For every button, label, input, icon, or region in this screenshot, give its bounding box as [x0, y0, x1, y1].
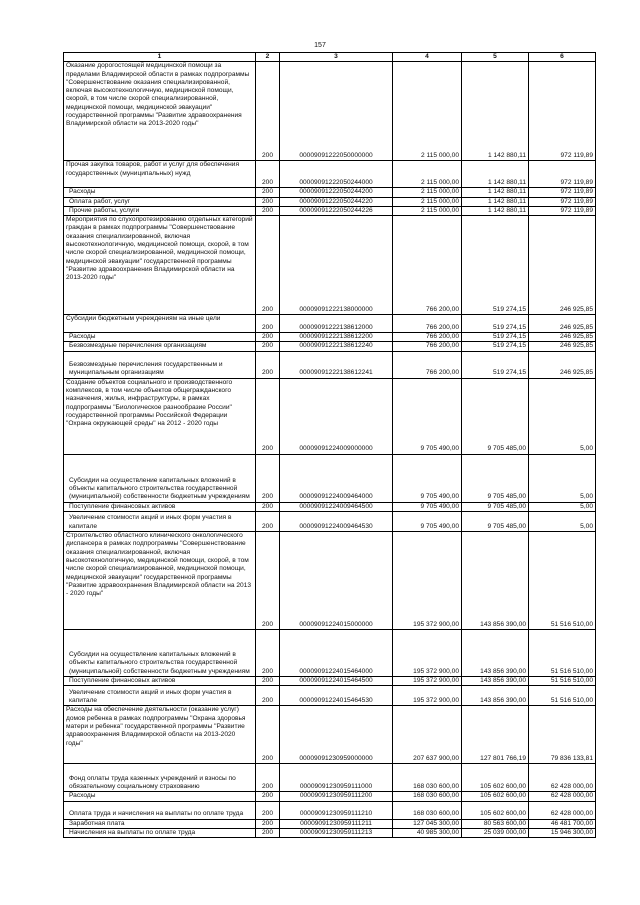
row-kbk: 00009091224015464000 [280, 630, 393, 677]
row-description: Расходы [64, 333, 256, 342]
row-kbk: 00009091222138000000 [280, 216, 393, 315]
row-description: Строительство областного клинического онкологического диспансера в рамках подпрограммы "Совершенствование оказания специализированной, включая высокотехнологичную, медицинской помощи, скорой, в том числе скорой специализированной, медицинской помощи, медицинской эвакуации" государственной программы "Развитие здравоохранения Владимирской области на 2013 - 2020 годы" [64, 532, 256, 630]
table-row [64, 828, 596, 837]
row-kbk: 00009091222050244226 [280, 206, 393, 215]
row-unexecuted: 972 119,89 [529, 161, 596, 188]
row-executed: 25 039 000,00 [462, 828, 529, 837]
row-code: 200 [256, 792, 280, 801]
row-executed: 9 705 485,00 [462, 378, 529, 454]
row-description: Поступление финансовых активов [64, 677, 256, 686]
table-row [64, 315, 596, 333]
row-code: 200 [256, 819, 280, 828]
row-description: Субсидии на осуществление капитальных вложений в объекты капитального строительства государственной (муниципальной) собственности бюджетным учреждениям [64, 454, 256, 502]
row-kbk: 00009091222050244200 [280, 188, 393, 197]
row-kbk: 00009091222050244220 [280, 197, 393, 206]
row-code: 200 [256, 378, 280, 454]
table-row [64, 351, 596, 378]
header-col-6: 6 [529, 53, 596, 62]
row-executed: 1 142 880,11 [462, 188, 529, 197]
row-description: Безвозмездные перечисления организациям [64, 342, 256, 351]
row-executed: 105 602 600,00 [462, 801, 529, 819]
row-code: 200 [256, 62, 280, 161]
row-description: Увеличение стоимости акций и иных форм участия в капитале [64, 686, 256, 706]
row-code: 200 [256, 630, 280, 677]
row-approved: 766 200,00 [393, 216, 462, 315]
row-description: Субсидии на осуществление капитальных вложений в объекты капитального строительства государственной (муниципальной) собственности бюджетным учреждениям [64, 630, 256, 677]
row-kbk: 00009091224015464530 [280, 686, 393, 706]
header-col-3: 3 [280, 53, 393, 62]
row-unexecuted: 79 836 133,81 [529, 706, 596, 764]
row-approved: 168 030 600,00 [393, 792, 462, 801]
table-row [64, 706, 596, 764]
row-kbk: 00009091224015000000 [280, 532, 393, 630]
row-description: Оплата труда и начисления на выплаты по оплате труда [64, 801, 256, 819]
row-executed: 1 142 880,11 [462, 206, 529, 215]
row-executed: 1 142 880,11 [462, 197, 529, 206]
table-row [64, 630, 596, 677]
row-description: Поступление финансовых активов [64, 502, 256, 511]
row-kbk: 00009091224015464500 [280, 677, 393, 686]
table-row [64, 333, 596, 342]
row-unexecuted: 62 428 000,00 [529, 764, 596, 792]
row-code: 200 [256, 454, 280, 502]
row-description: Безвозмездные перечисления государственным и муниципальным организациям [64, 351, 256, 378]
row-unexecuted: 972 119,89 [529, 188, 596, 197]
row-executed: 105 602 600,00 [462, 764, 529, 792]
row-unexecuted: 972 119,89 [529, 62, 596, 161]
row-executed: 143 856 390,00 [462, 686, 529, 706]
row-executed: 127 801 766,19 [462, 706, 529, 764]
row-approved: 168 030 600,00 [393, 801, 462, 819]
row-code: 200 [256, 216, 280, 315]
table-row [64, 216, 596, 315]
table-row [64, 206, 596, 215]
row-code: 200 [256, 351, 280, 378]
row-code: 200 [256, 342, 280, 351]
row-code: 200 [256, 512, 280, 532]
row-unexecuted: 51 516 510,00 [529, 532, 596, 630]
row-kbk: 00009091230959111213 [280, 828, 393, 837]
row-unexecuted: 5,00 [529, 502, 596, 511]
row-kbk: 00009091230959111000 [280, 764, 393, 792]
row-approved: 766 200,00 [393, 351, 462, 378]
row-description: Прочие работы, услуги [64, 206, 256, 215]
row-code: 200 [256, 315, 280, 333]
row-unexecuted: 46 481 700,00 [529, 819, 596, 828]
table-row [64, 378, 596, 454]
row-unexecuted: 62 428 000,00 [529, 801, 596, 819]
row-code: 200 [256, 706, 280, 764]
row-code: 200 [256, 686, 280, 706]
row-unexecuted: 62 428 000,00 [529, 792, 596, 801]
header-col-2: 2 [256, 53, 280, 62]
row-kbk: 00009091230959111211 [280, 819, 393, 828]
table-row [64, 677, 596, 686]
table-row [64, 342, 596, 351]
row-kbk: 00009091222050000000 [280, 62, 393, 161]
table-row [64, 454, 596, 502]
row-approved: 2 115 000,00 [393, 161, 462, 188]
row-executed: 105 602 600,00 [462, 792, 529, 801]
row-unexecuted: 51 516 510,00 [529, 686, 596, 706]
row-unexecuted: 5,00 [529, 454, 596, 502]
row-unexecuted: 51 516 510,00 [529, 630, 596, 677]
row-kbk: 00009091224009000000 [280, 378, 393, 454]
row-executed: 80 563 600,00 [462, 819, 529, 828]
row-kbk: 00009091222138612241 [280, 351, 393, 378]
table-row [64, 512, 596, 532]
table-row [64, 188, 596, 197]
row-code: 200 [256, 197, 280, 206]
row-approved: 766 200,00 [393, 342, 462, 351]
row-code: 200 [256, 502, 280, 511]
row-executed: 143 856 390,00 [462, 677, 529, 686]
header-col-5: 5 [462, 53, 529, 62]
row-kbk: 00009091222138612200 [280, 333, 393, 342]
row-approved: 168 030 600,00 [393, 764, 462, 792]
row-unexecuted: 246 925,85 [529, 351, 596, 378]
row-description: Начисления на выплаты по оплате труда [64, 828, 256, 837]
row-description: Фонд оплаты труда казенных учреждений и взносы по обязательному социальному страхованию [64, 764, 256, 792]
row-executed: 1 142 880,11 [462, 161, 529, 188]
row-unexecuted: 5,00 [529, 512, 596, 532]
row-description: Создание объектов социального и производственного комплексов, в том числе объектов общегражданского назначения, жилья, инфраструктуры, в рамках подпрограммы "Биологическое разнообразие России" государственной программы Российской Федерации "Охрана окружающей среды" на 2012 - 2020 годы [64, 378, 256, 454]
row-approved: 766 200,00 [393, 315, 462, 333]
row-description: Расходы [64, 188, 256, 197]
row-approved: 207 637 900,00 [393, 706, 462, 764]
row-kbk: 00009091224009464530 [280, 512, 393, 532]
row-kbk: 00009091222138612240 [280, 342, 393, 351]
row-executed: 9 705 485,00 [462, 512, 529, 532]
row-code: 200 [256, 764, 280, 792]
row-code: 200 [256, 677, 280, 686]
row-description: Расходы на обеспечение деятельности (оказание услуг) домов ребенка в рамках подпрограммы "Охрана здоровья матери и ребенка" государственной программы "Развитие здравоохранения Владимирской области на 2013-2020 годы" [64, 706, 256, 764]
row-executed: 519 274,15 [462, 216, 529, 315]
table-row [64, 801, 596, 819]
row-approved: 2 115 000,00 [393, 206, 462, 215]
table-row [64, 197, 596, 206]
row-kbk: 00009091224009464500 [280, 502, 393, 511]
row-description: Оказание дорогостоящей медицинской помощи за пределами Владимирской области в рамках подпрограммы "Совершенствование оказания специализированной, включая высокотехнологичную, медицинской помощи, скорой, в том числе скорой специализированной, медицинской помощи, медицинской эвакуации" государственной программы "Развитие здравоохранения Владимирской области на 2013-2020 годы" [64, 62, 256, 161]
row-unexecuted: 246 925,85 [529, 333, 596, 342]
row-code: 200 [256, 333, 280, 342]
table-row [64, 819, 596, 828]
row-approved: 40 985 300,00 [393, 828, 462, 837]
page-number: 157 [314, 42, 326, 49]
row-unexecuted: 51 516 510,00 [529, 677, 596, 686]
row-kbk: 00009091230959111210 [280, 801, 393, 819]
table-row [64, 62, 596, 161]
row-kbk: 00009091222138612000 [280, 315, 393, 333]
row-code: 200 [256, 188, 280, 197]
row-executed: 143 856 390,00 [462, 532, 529, 630]
header-col-4: 4 [393, 53, 462, 62]
row-description: Расходы [64, 792, 256, 801]
row-description: Субсидии бюджетным учреждениям на иные цели [64, 315, 256, 333]
table-row [64, 792, 596, 801]
row-kbk: 00009091224009464000 [280, 454, 393, 502]
table-header-row [64, 53, 596, 62]
row-executed: 519 274,15 [462, 351, 529, 378]
row-unexecuted: 972 119,89 [529, 206, 596, 215]
row-unexecuted: 5,00 [529, 378, 596, 454]
table-row [64, 502, 596, 511]
row-kbk: 00009091222050244000 [280, 161, 393, 188]
row-approved: 2 115 000,00 [393, 197, 462, 206]
budget-execution-table [63, 52, 596, 838]
row-unexecuted: 246 925,85 [529, 216, 596, 315]
row-description: Мероприятия по слухопротезированию отдельных категорий граждан в рамках подпрограммы "Совершенствование оказания специализированной, включая высокотехнологичную, медицинской помощи, скорой, в том числе скорой специализированной, медицинской помощи, медицинской эвакуации" государственной программы "Развитие здравоохранения Владимирской области на 2013-2020 годы" [64, 216, 256, 315]
row-executed: 519 274,15 [462, 333, 529, 342]
row-executed: 9 705 485,00 [462, 502, 529, 511]
row-approved: 195 372 900,00 [393, 677, 462, 686]
row-approved: 127 045 300,00 [393, 819, 462, 828]
header-col-1: 1 [64, 53, 256, 62]
row-approved: 9 705 490,00 [393, 502, 462, 511]
row-code: 200 [256, 161, 280, 188]
row-approved: 195 372 900,00 [393, 532, 462, 630]
row-approved: 195 372 900,00 [393, 630, 462, 677]
row-executed: 1 142 880,11 [462, 62, 529, 161]
row-approved: 2 115 000,00 [393, 62, 462, 161]
row-kbk: 00009091230959111200 [280, 792, 393, 801]
table-row [64, 532, 596, 630]
row-executed: 9 705 485,00 [462, 454, 529, 502]
row-unexecuted: 246 925,85 [529, 315, 596, 333]
table-row [64, 686, 596, 706]
row-code: 200 [256, 532, 280, 630]
row-code: 200 [256, 801, 280, 819]
row-executed: 519 274,15 [462, 342, 529, 351]
row-description: Заработная плата [64, 819, 256, 828]
table-row [64, 764, 596, 792]
row-description: Оплата работ, услуг [64, 197, 256, 206]
row-approved: 2 115 000,00 [393, 188, 462, 197]
row-approved: 9 705 490,00 [393, 378, 462, 454]
row-kbk: 00009091230959000000 [280, 706, 393, 764]
row-unexecuted: 972 119,89 [529, 197, 596, 206]
row-approved: 9 705 490,00 [393, 454, 462, 502]
row-executed: 143 856 390,00 [462, 630, 529, 677]
row-code: 200 [256, 206, 280, 215]
row-unexecuted: 15 946 300,00 [529, 828, 596, 837]
row-executed: 519 274,15 [462, 315, 529, 333]
row-code: 200 [256, 828, 280, 837]
row-description: Увеличение стоимости акций и иных форм участия в капитале [64, 512, 256, 532]
row-approved: 9 705 490,00 [393, 512, 462, 532]
row-approved: 195 372 900,00 [393, 686, 462, 706]
table-row [64, 161, 596, 188]
row-approved: 766 200,00 [393, 333, 462, 342]
row-description: Прочая закупка товаров, работ и услуг для обеспечения государственных (муниципальных) нужд [64, 161, 256, 188]
row-unexecuted: 246 925,85 [529, 342, 596, 351]
